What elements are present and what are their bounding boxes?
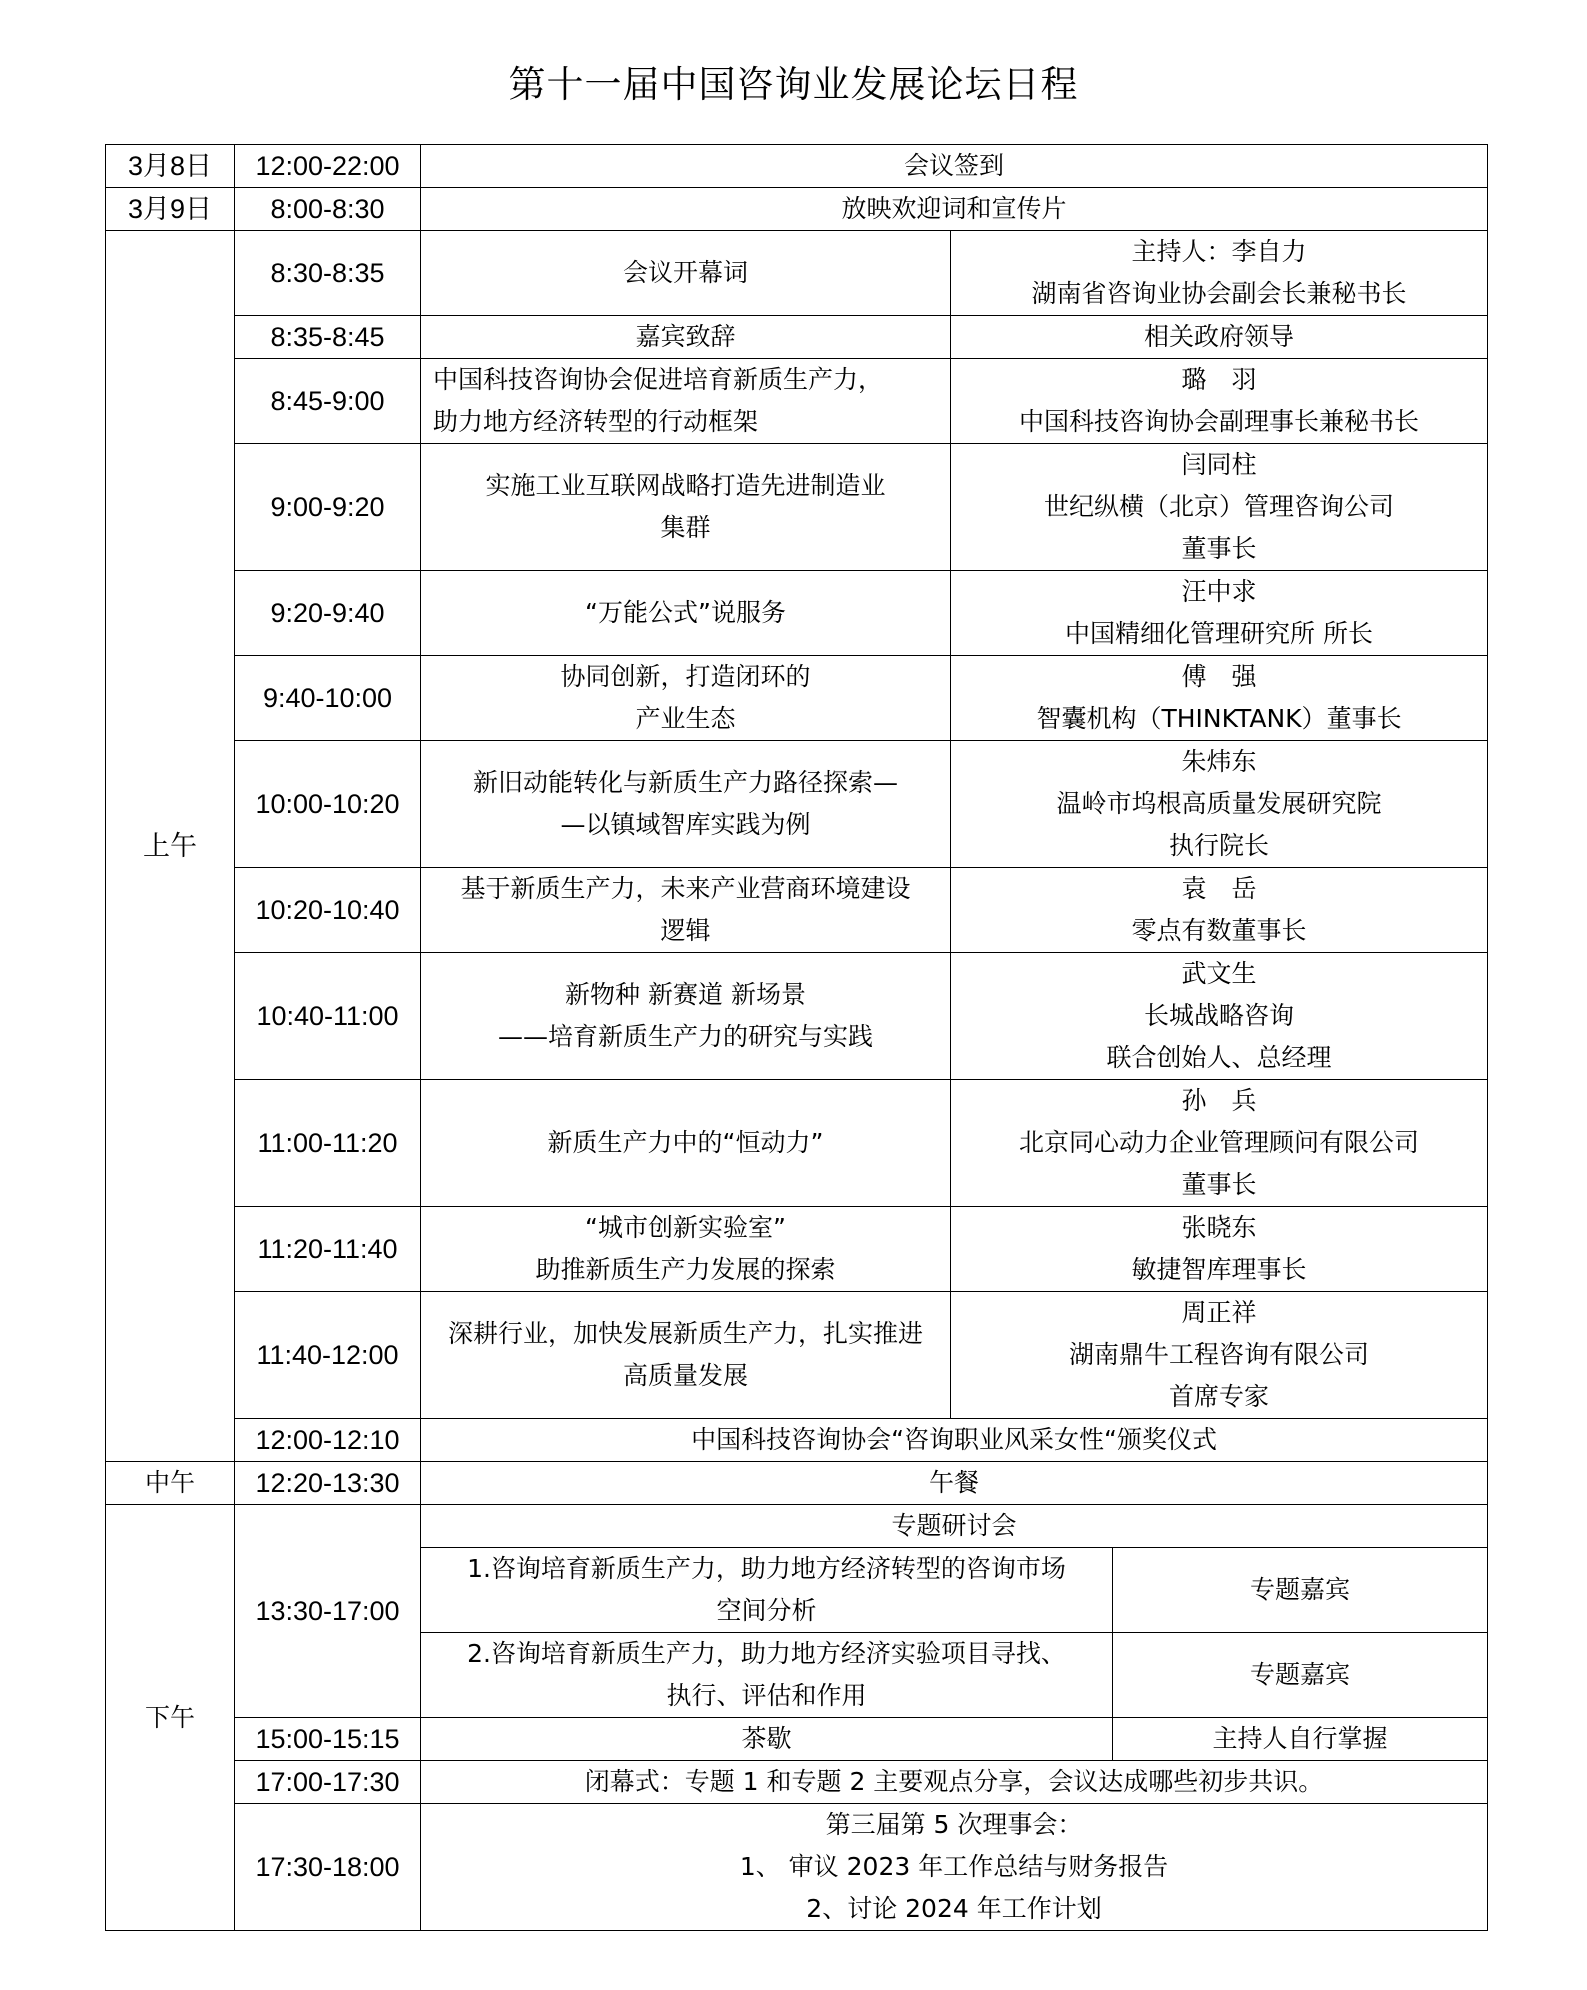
table-row	[106, 316, 1488, 359]
speaker-cell: 璐 羽 中国科技咨询协会副理事长兼秘书长	[951, 359, 1488, 444]
speaker-cell: 傅 强 智囊机构（THINKTANK）董事长	[951, 656, 1488, 741]
period-cell-afternoon: 下午	[106, 1505, 235, 1931]
speaker-cell: 袁 岳 零点有数董事长	[951, 868, 1488, 953]
time-cell: 10:00-10:20	[235, 741, 421, 868]
time-cell: 11:40-12:00	[235, 1292, 421, 1419]
time-cell: 8:45-9:00	[235, 359, 421, 444]
date-cell: 3月8日	[106, 145, 235, 188]
time-cell: 10:40-11:00	[235, 953, 421, 1080]
table-row	[106, 656, 1488, 741]
event-cell: 午餐	[421, 1462, 1488, 1505]
speaker-cell: 武文生 长城战略咨询 联合创始人、总经理	[951, 953, 1488, 1080]
speaker-cell: 相关政府领导	[951, 316, 1488, 359]
time-cell: 11:20-11:40	[235, 1207, 421, 1292]
time-cell: 9:00-9:20	[235, 444, 421, 571]
speaker-cell: 闫同柱 世纪纵横（北京）管理咨询公司 董事长	[951, 444, 1488, 571]
table-row	[106, 359, 1488, 444]
topic-cell: 会议开幕词	[421, 231, 951, 316]
speaker-cell: 孙 兵 北京同心动力企业管理顾问有限公司 董事长	[951, 1080, 1488, 1207]
topic-cell: 新物种 新赛道 新场景 ——培育新质生产力的研究与实践	[421, 953, 951, 1080]
table-row	[106, 145, 1488, 188]
topic-cell: 1.咨询培育新质生产力，助力地方经济转型的咨询市场 空间分析	[421, 1548, 1113, 1633]
speaker-cell: 专题嘉宾	[1113, 1633, 1488, 1718]
table-row	[106, 1505, 1488, 1548]
section-header: 专题研讨会	[421, 1505, 1488, 1548]
table-row	[106, 741, 1488, 868]
period-cell-noon: 中午	[106, 1462, 235, 1505]
topic-cell: “万能公式”说服务	[421, 571, 951, 656]
speaker-cell: 张晓东 敏捷智库理事长	[951, 1207, 1488, 1292]
event-cell: 茶歇	[421, 1718, 1113, 1761]
speaker-cell: 汪中求 中国精细化管理研究所 所长	[951, 571, 1488, 656]
event-cell: 会议签到	[421, 145, 1488, 188]
time-cell: 9:20-9:40	[235, 571, 421, 656]
speaker-cell: 主持人自行掌握	[1113, 1718, 1488, 1761]
speaker-cell: 专题嘉宾	[1113, 1548, 1488, 1633]
speaker-cell: 周正祥 湖南鼎牛工程咨询有限公司 首席专家	[951, 1292, 1488, 1419]
topic-cell: 新旧动能转化与新质生产力路径探索— —以镇域智库实践为例	[421, 741, 951, 868]
period-cell-morning: 上午	[106, 231, 235, 1462]
table-row	[106, 1080, 1488, 1207]
table-row	[106, 1718, 1488, 1761]
time-cell: 17:30-18:00	[235, 1804, 421, 1931]
event-cell: 中国科技咨询协会“咨询职业风采女性“颁奖仪式	[421, 1419, 1488, 1462]
time-cell: 13:30-17:00	[235, 1505, 421, 1718]
table-row	[106, 444, 1488, 571]
time-cell: 17:00-17:30	[235, 1761, 421, 1804]
time-cell: 10:20-10:40	[235, 868, 421, 953]
time-cell: 12:00-12:10	[235, 1419, 421, 1462]
time-cell: 8:00-8:30	[235, 188, 421, 231]
topic-cell: 协同创新，打造闭环的 产业生态	[421, 656, 951, 741]
table-row	[106, 571, 1488, 656]
table-row	[106, 1292, 1488, 1419]
topic-cell: 深耕行业，加快发展新质生产力，扎实推进 高质量发展	[421, 1292, 951, 1419]
event-cell: 闭幕式：专题 1 和专题 2 主要观点分享，会议达成哪些初步共识。	[421, 1761, 1488, 1804]
topic-cell: 嘉宾致辞	[421, 316, 951, 359]
schedule-table	[105, 144, 1488, 1931]
table-row	[106, 1207, 1488, 1292]
time-cell: 8:30-8:35	[235, 231, 421, 316]
time-cell: 8:35-8:45	[235, 316, 421, 359]
time-cell: 12:20-13:30	[235, 1462, 421, 1505]
topic-cell: 新质生产力中的“恒动力”	[421, 1080, 951, 1207]
page-title: 第十一届中国咨询业发展论坛日程	[508, 63, 1079, 106]
speaker-cell: 主持人：李自力 湖南省咨询业协会副会长兼秘书长	[951, 231, 1488, 316]
table-row	[106, 868, 1488, 953]
table-row	[106, 1462, 1488, 1505]
time-cell: 15:00-15:15	[235, 1718, 421, 1761]
date-cell: 3月9日	[106, 188, 235, 231]
time-cell: 11:00-11:20	[235, 1080, 421, 1207]
topic-cell: 中国科技咨询协会促进培育新质生产力， 助力地方经济转型的行动框架	[421, 359, 951, 444]
topic-cell: 实施工业互联网战略打造先进制造业 集群	[421, 444, 951, 571]
time-cell: 12:00-22:00	[235, 145, 421, 188]
time-cell: 9:40-10:00	[235, 656, 421, 741]
topic-cell: “城市创新实验室” 助推新质生产力发展的探索	[421, 1207, 951, 1292]
table-row	[106, 231, 1488, 316]
table-row	[106, 1419, 1488, 1462]
table-row	[106, 1761, 1488, 1804]
table-row	[106, 188, 1488, 231]
event-cell: 放映欢迎词和宣传片	[421, 188, 1488, 231]
table-row	[106, 1804, 1488, 1931]
event-cell: 第三届第 5 次理事会： 1、 审议 2023 年工作总结与财务报告 2、讨论 2024 年工作计划	[421, 1804, 1488, 1931]
topic-cell: 基于新质生产力，未来产业营商环境建设 逻辑	[421, 868, 951, 953]
speaker-cell: 朱炜东 温岭市坞根高质量发展研究院 执行院长	[951, 741, 1488, 868]
topic-cell: 2.咨询培育新质生产力，助力地方经济实验项目寻找、 执行、评估和作用	[421, 1633, 1113, 1718]
table-row	[106, 953, 1488, 1080]
